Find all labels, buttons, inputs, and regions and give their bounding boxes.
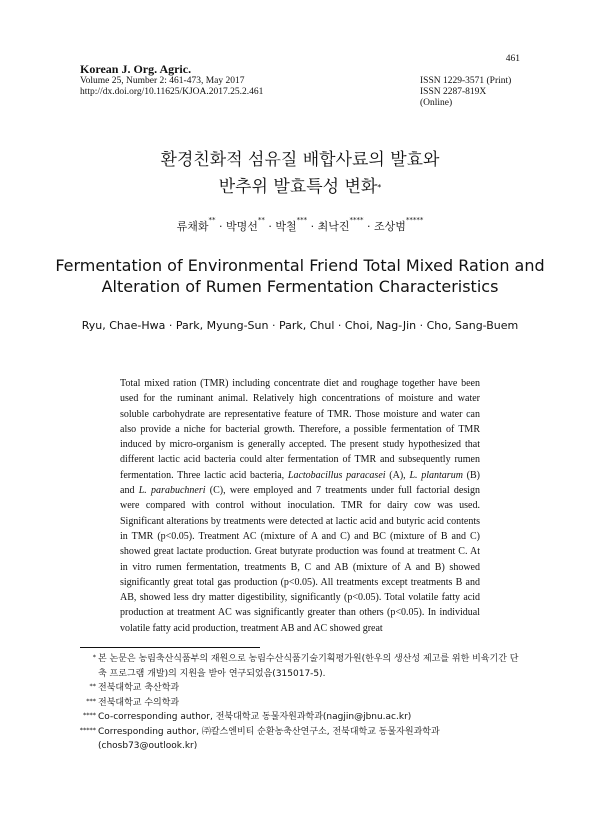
abstract-text: (C), were employed and 7 treatments under full factorial design were compared with control without inoculation. TMR for dairy cow was used. Significant alterations by treatments were detected at lactic acid and butyric acid contents in TMR (p<0.05). Treatment AC (mixture of A and C) and BC (mixture of B and C) showed great lactate production. Great butyrate production was found at treatment C. At in vitro rumen fermentation, treatments B, C and AB (mixture of A and B) showed significantly great total gas production (p<0.05). All treatments except treatments B and AB, showed less dry matter digestibility, significantly (p<0.05). Total volatile fatty acid production at treatment AC was significantly greater than others (p<0.05). In individual volatile fatty acid production, treatment AB and AC showed great — [120, 485, 480, 634]
footnote — [78, 681, 523, 696]
footnote-mark: * — [92, 653, 96, 661]
footnote — [78, 710, 523, 725]
english-title-line-2: Alteration of Rumen Fermentation Characteristics — [101, 277, 499, 296]
author-separator: · — [310, 220, 315, 233]
footnote-text: 전북대학교 수의학과 — [98, 697, 180, 708]
author-separator: · — [367, 220, 371, 233]
footnote-divider — [80, 647, 260, 648]
author-ko: 조상범 — [374, 220, 406, 233]
species-name: L. plantarum — [409, 469, 463, 481]
footnote-text: 전북대학교 축산학과 — [98, 683, 180, 693]
footnote-text: Corresponding author, ㈜칼스엔비티 순환농축산연구소, 전북대학교 동물자원과학과 (chosb73@outlook.kr) — [98, 726, 440, 751]
english-title — [40, 255, 560, 297]
footnote-mark: ***** — [79, 725, 96, 734]
species-name: Lactobacillus paracasei — [287, 469, 386, 481]
english-authors: Ryu, Chae-Hwa · Park, Myung-Sun · Park, Chul · Choi, Nag-Jin · Cho, Sang-Buem — [81, 319, 519, 332]
abstract — [120, 376, 480, 636]
footnote — [78, 652, 523, 681]
author-mark: ** — [208, 216, 216, 224]
issn-online: ISSN 2287-819X (Online) — [420, 87, 487, 108]
author-ko: 박철 — [275, 220, 297, 233]
footnote — [78, 725, 523, 754]
journal-name: Korean J. Org. Agric. — [80, 62, 192, 76]
korean-title-line-2 — [0, 174, 600, 201]
abstract-text: (B) and — [120, 469, 480, 497]
korean-title-line-2-text: 반추위 발효특성 변화 — [218, 177, 378, 197]
korean-title — [0, 147, 600, 201]
author-mark: *** — [296, 216, 308, 224]
species-name: L. parabuchneri — [138, 485, 206, 497]
doi-link[interactable]: http://dx.doi.org/10.11625/KJOA.2017.25.2.461 — [80, 87, 264, 97]
author-ko: 박명선 — [225, 220, 258, 233]
footnote-mark: *** — [86, 696, 96, 705]
author-separator: · — [218, 220, 223, 233]
author-mark: **** — [349, 216, 364, 224]
title-footnote-mark: * — [377, 183, 382, 192]
issn-block — [420, 76, 520, 109]
footnote — [78, 696, 523, 711]
korean-authors — [0, 218, 600, 234]
issn-print: ISSN 1229-3571 (Print) — [420, 76, 512, 86]
author-ko: 류채화 — [176, 220, 209, 233]
footnote-mark: ** — [89, 682, 96, 690]
page-number: 461 — [505, 54, 520, 64]
footnote-mark: **** — [83, 711, 96, 719]
journal-meta — [80, 76, 263, 98]
footnotes — [78, 652, 523, 754]
volume-line: Volume 25, Number 2: 461-473, May 2017 — [80, 76, 245, 86]
footnote-text: 본 논문은 농림축산식품부의 재원으로 농림수산식품기술기획평가원(한우의 생산성 제고를 위한 비육기간 단축 프로그램 개발)의 지원을 받아 연구되었음(315017-5). — [98, 654, 519, 679]
english-title-line-1: Fermentation of Environmental Friend Total Mixed Ration and — [55, 256, 545, 275]
author-ko: 최낙진 — [317, 220, 350, 233]
author-mark: ** — [257, 216, 265, 224]
korean-title-line-1: 환경친화적 섬유질 배합사료의 발효와 — [160, 150, 440, 170]
abstract-text: Total mixed ration (TMR) including concentrate diet and roughage together have been used for the ruminant animal. Relatively high concentrations of moisture and water soluble carbohydrate are representative feature of TMR. Those moisture and water can also provide a niche for bacterial growth. Therefore, a possible fermentation of TMR induced by micro-organism is generally accepted. The present study hypothesized that different lactic acid bacteria could alter fermentation of TMR and subsequently rumen fermentation. Three lactic acid bacteria, — [120, 378, 480, 481]
footnote-text: Co-corresponding author, 전북대학교 동물자원과학과(nagjin@jbnu.ac.kr) — [98, 712, 412, 722]
abstract-text: (A), — [385, 469, 410, 481]
author-separator: · — [268, 220, 272, 233]
author-mark: ***** — [405, 216, 424, 224]
